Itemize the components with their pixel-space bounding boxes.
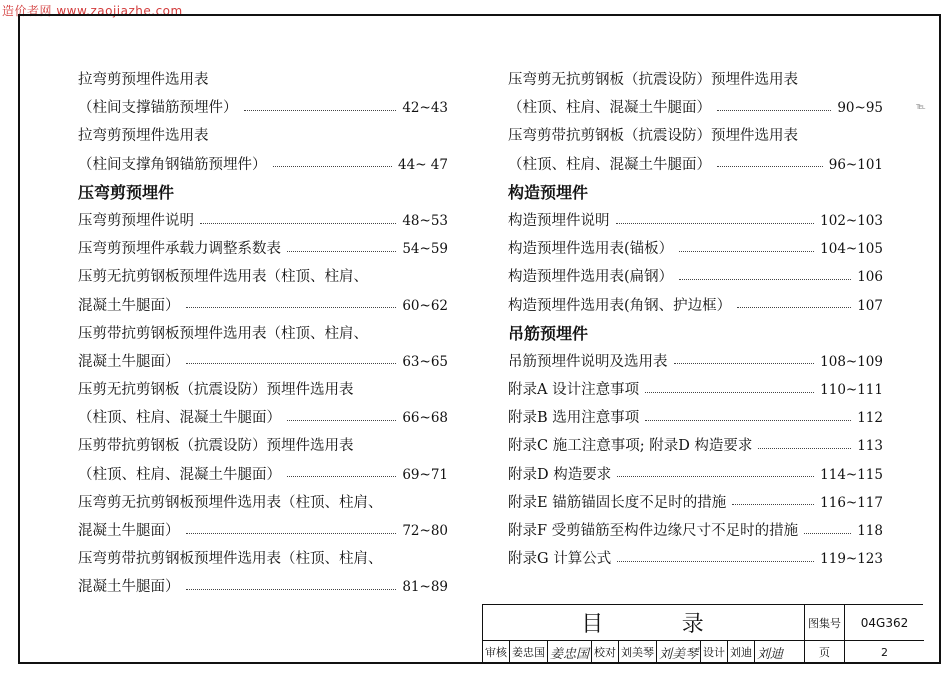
dot-leader	[674, 363, 815, 364]
dot-leader	[200, 223, 396, 224]
toc-entry[interactable]	[508, 461, 883, 489]
toc-entry[interactable]	[78, 292, 448, 320]
toc-entry-title: 混凝土牛腿面）	[78, 579, 180, 596]
toc-entry[interactable]	[508, 545, 883, 573]
dot-leader	[186, 363, 397, 364]
checker-signature: 刘美琴	[659, 646, 699, 662]
toc-entry-title: 构造预埋件选用表(角钢、护边框）	[508, 297, 732, 314]
toc-entry-title: 混凝土牛腿面）	[78, 297, 180, 314]
toc-entry-title: （柱顶、柱肩、混凝土牛腿面）	[508, 100, 711, 117]
toc-entry[interactable]	[78, 94, 448, 122]
toc-entry-title: （柱间支撑锚筋预埋件）	[78, 100, 238, 117]
toc-entry-title: 附录E 锚筋锚固长度不足时的措施	[508, 494, 727, 511]
page-number: 2	[881, 645, 888, 659]
toc-entry[interactable]	[508, 292, 883, 320]
toc-page-range: 90~95	[837, 100, 883, 117]
review-label: 审核	[485, 646, 507, 659]
toc-page-range: 118	[857, 523, 883, 539]
toc-entry[interactable]	[78, 348, 448, 376]
watermark: 造价者网 www.zaojiazhe.com	[2, 4, 183, 18]
dot-leader	[732, 504, 814, 505]
toc-page-range: 112	[857, 410, 883, 427]
toc-entry-title: 压剪带抗剪钢板（抗震设防）预埋件选用表	[78, 438, 354, 455]
designer-signature: 刘迪	[757, 646, 784, 662]
toc-page-range: 102~103	[820, 212, 883, 229]
toc-entry-line	[78, 489, 448, 517]
toc-entry[interactable]	[78, 461, 448, 489]
dot-leader	[679, 251, 814, 252]
toc-page-range: 60~62	[402, 297, 448, 314]
toc-page-range: 44~ 47	[398, 156, 448, 173]
toc-page-range: 96~101	[828, 156, 883, 173]
checker-name: 刘美琴	[621, 646, 655, 659]
toc-entry-title: 混凝土牛腿面）	[78, 523, 180, 539]
toc-entry-line	[508, 122, 883, 150]
dot-leader	[679, 279, 851, 280]
toc-page-range: 113	[857, 438, 883, 455]
toc-page-range: 81~89	[402, 579, 448, 596]
toc-page-range: 48~53	[402, 212, 448, 229]
toc-entry[interactable]	[508, 489, 883, 517]
toc-page-range: 114~115	[820, 466, 883, 483]
toc-entry-line	[78, 320, 448, 348]
dot-leader	[186, 307, 397, 308]
dot-leader	[717, 110, 831, 111]
dot-leader	[645, 392, 814, 393]
toc-entry-title: 压弯剪无抗剪钢板预埋件选用表（柱顶、柱肩、	[78, 494, 383, 511]
toc-entry[interactable]	[508, 348, 883, 376]
toc-entry-title: 压弯剪带抗剪钢板预埋件选用表（柱顶、柱肩、	[78, 551, 383, 568]
toc-page-range: 66~68	[402, 410, 448, 427]
title-block	[482, 604, 923, 662]
toc-entry-line	[78, 432, 448, 460]
dot-leader	[804, 533, 851, 534]
toc-entry-title: 附录C 施工注意事项; 附录D 构造要求	[508, 438, 753, 455]
toc-entry-line	[78, 545, 448, 573]
toc-page-range: 110~111	[820, 382, 883, 399]
dot-leader	[616, 223, 815, 224]
toc-entry[interactable]	[508, 517, 883, 545]
dot-leader	[186, 533, 397, 534]
reviewer-signature: 姜忠国	[550, 646, 590, 662]
dot-leader	[287, 251, 396, 252]
toc-page-range: 106	[857, 269, 883, 286]
dot-leader	[244, 110, 397, 111]
designer-name: 刘迪	[730, 646, 753, 659]
toc-page-range: 116~117	[820, 494, 883, 511]
toc-page-range: 108~109	[820, 353, 883, 370]
dot-leader	[758, 448, 851, 449]
toc-entry-title: 附录D 构造要求	[508, 466, 612, 483]
toc-entry-line	[78, 263, 448, 291]
toc-page-range: 72~80	[402, 523, 448, 539]
toc-entry[interactable]	[78, 404, 448, 432]
toc-entry-title: 压剪无抗剪钢板预埋件选用表（柱顶、柱肩、	[78, 269, 368, 286]
toc-left-column	[78, 66, 448, 602]
toc-page-range: 54~59	[402, 241, 448, 258]
toc-entry-line	[78, 376, 448, 404]
toc-entry-title: 混凝土牛腿面）	[78, 353, 180, 370]
design-label: 设计	[703, 646, 726, 659]
toc-entry-title: （柱顶、柱肩、混凝土牛腿面）	[78, 466, 281, 483]
toc-right-column	[508, 66, 883, 573]
dot-leader	[617, 476, 814, 477]
toc-entry[interactable]	[78, 207, 448, 235]
toc-entry[interactable]	[78, 517, 448, 545]
page-label: 页	[805, 641, 845, 663]
toc-entry-title: 构造预埋件选用表(扁钢）	[508, 269, 674, 286]
signature-row	[483, 641, 805, 663]
toc-entry-title: 压弯剪带抗剪钢板（抗震设防）预埋件选用表	[508, 128, 798, 145]
dot-leader	[617, 561, 814, 562]
toc-entry[interactable]	[508, 263, 883, 291]
toc-entry-title: 拉弯剪预埋件选用表	[78, 72, 209, 88]
title-char-1: 目	[581, 612, 606, 637]
toc-page-range: 63~65	[402, 353, 448, 370]
toc-entry[interactable]	[78, 235, 448, 263]
toc-entry-title: 构造预埋件说明	[508, 212, 610, 229]
dot-leader	[287, 420, 396, 421]
toc-entry[interactable]	[508, 404, 883, 432]
dot-leader	[717, 166, 823, 167]
toc-entry[interactable]	[78, 151, 448, 179]
reviewer-name: 姜忠国	[512, 646, 545, 659]
toc-entry[interactable]	[508, 432, 883, 460]
toc-entry[interactable]	[508, 235, 883, 263]
toc-page-range: 107	[857, 297, 883, 314]
dot-leader	[645, 420, 851, 421]
toc-page-range: 42~43	[402, 100, 448, 117]
toc-entry[interactable]	[508, 151, 883, 179]
toc-entry-title: 拉弯剪预埋件选用表	[78, 128, 209, 145]
toc-entry-title: （柱顶、柱肩、混凝土牛腿面）	[78, 410, 281, 427]
toc-entry-title: （柱顶、柱肩、混凝土牛腿面）	[508, 156, 711, 173]
dot-leader	[273, 166, 393, 167]
toc-entry-title: 附录F 受剪锚筋至构件边缘尺寸不足时的措施	[508, 523, 799, 539]
toc-entry-line	[508, 66, 883, 94]
toc-entry-title: 压剪无抗剪钢板（抗震设防）预埋件选用表	[78, 382, 354, 399]
toc-entry-title: 压剪带抗剪钢板预埋件选用表（柱顶、柱肩、	[78, 325, 368, 342]
title-cell	[483, 605, 805, 641]
section-heading: 构造预埋件	[508, 182, 589, 202]
atlas-number: 04G362	[845, 605, 924, 641]
toc-entry[interactable]	[508, 94, 883, 122]
check-label: 校对	[594, 646, 617, 659]
dot-leader	[737, 307, 851, 308]
toc-entry[interactable]	[78, 573, 448, 601]
toc-entry-title: （柱间支撑角钢锚筋预埋件）	[78, 156, 267, 173]
toc-entry-title: 压弯剪无抗剪钢板（抗震设防）预埋件选用表	[508, 72, 798, 88]
toc-entry-line	[78, 66, 448, 94]
toc-entry-title: 附录A 设计注意事项	[508, 382, 640, 399]
title-char-2: 录	[681, 612, 706, 637]
atlas-number-label: 图集号	[805, 605, 845, 641]
section-heading: 压弯剪预埋件	[78, 182, 175, 202]
margin-mark: ℡	[916, 102, 926, 112]
toc-page-range: 119~123	[820, 551, 883, 568]
toc-entry-title: 压弯剪预埋件承载力调整系数表	[78, 241, 281, 258]
toc-entry-title: 附录B 选用注意事项	[508, 410, 640, 427]
toc-entry-title: 附录G 计算公式	[508, 551, 612, 568]
dot-leader	[186, 589, 397, 590]
toc-entry[interactable]	[508, 207, 883, 235]
toc-page-range: 104~105	[820, 241, 883, 258]
toc-entry-title: 压弯剪预埋件说明	[78, 212, 194, 229]
toc-entry-title: 吊筋预埋件说明及选用表	[508, 353, 668, 370]
toc-entry-line	[78, 122, 448, 150]
toc-page-range: 69~71	[402, 466, 448, 483]
dot-leader	[287, 476, 396, 477]
toc-entry[interactable]	[508, 376, 883, 404]
section-heading: 吊筋预埋件	[508, 323, 589, 343]
toc-entry-title: 构造预埋件选用表(锚板）	[508, 241, 674, 258]
